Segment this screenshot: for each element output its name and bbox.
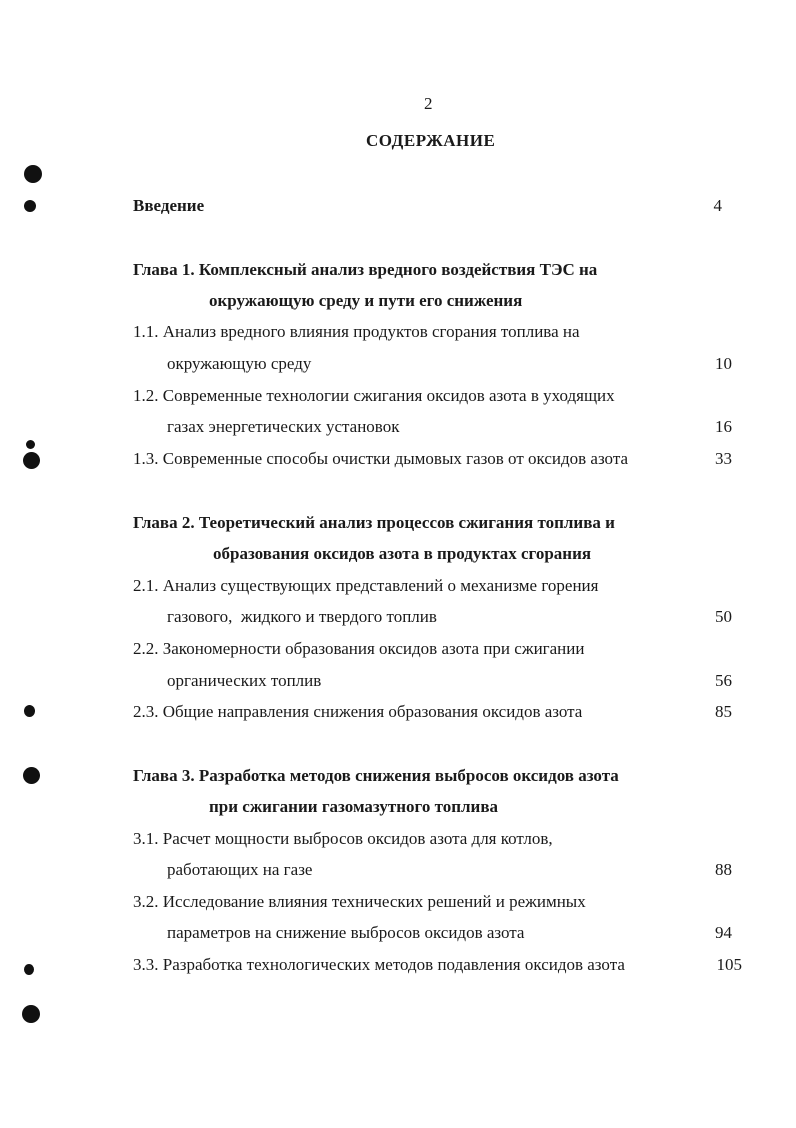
punch-hole — [24, 705, 35, 717]
toc-entry-cont: газах энергетических установок — [167, 417, 400, 436]
toc-entry: 3.3. Разработка технологических методов подавления оксидов азота — [133, 955, 625, 974]
toc-entry: 3.2. Исследование влияния технических решений и режимных — [133, 892, 586, 911]
toc-entry: 1.2. Современные технологии сжигания оксидов азота в уходящих — [133, 386, 615, 405]
punch-hole — [26, 440, 35, 449]
punch-hole — [22, 1005, 40, 1023]
toc-entry: 2.3. Общие направления снижения образования оксидов азота — [133, 702, 583, 721]
toc-page-number: 56 — [715, 671, 732, 690]
page-number: 2 — [424, 94, 433, 113]
chapter-title: Глава 2. Теоретический анализ процессов сжигания топлива и — [133, 513, 615, 532]
punch-hole — [24, 165, 42, 183]
toc-entry: 3.1. Расчет мощности выбросов оксидов азота для котлов, — [133, 829, 553, 848]
punch-hole — [23, 452, 40, 469]
toc-entry: 2.2. Закономерности образования оксидов азота при сжигании — [133, 639, 585, 658]
toc-entry-cont: параметров на снижение выбросов оксидов азота — [167, 923, 525, 942]
toc-page-number: 94 — [715, 923, 732, 942]
toc-page-number: 50 — [715, 607, 732, 626]
chapter-title: Глава 3. Разработка методов снижения выбросов оксидов азота — [133, 766, 619, 785]
toc-intro-label: Введение — [133, 196, 205, 215]
toc-entry: 2.1. Анализ существующих представлений о механизме горения — [133, 576, 599, 595]
toc-page-number: 10 — [715, 354, 732, 373]
toc-entry: 1.1. Анализ вредного влияния продуктов сгорания топлива на — [133, 322, 580, 341]
toc-page-number: 33 — [715, 449, 732, 468]
chapter-title-cont: окружающую среду и пути его снижения — [209, 291, 523, 310]
punch-hole — [24, 964, 34, 975]
toc-page-number: 88 — [715, 860, 732, 879]
toc-entry-cont: органических топлив — [167, 671, 322, 690]
toc-entry-cont: газового, жидкого и твердого топлив — [167, 607, 437, 626]
toc-page-number: 4 — [713, 196, 722, 215]
chapter-title: Глава 1. Комплексный анализ вредного воздействия ТЭС на — [133, 260, 598, 279]
punch-hole — [23, 767, 40, 784]
chapter-title-cont: при сжигании газомазутного топлива — [209, 797, 499, 816]
toc-entry-cont: работающих на газе — [167, 860, 313, 879]
toc-entry-cont: окружающую среду — [167, 354, 312, 373]
toc-page-number: 85 — [715, 702, 732, 721]
toc-page-number: 105 — [716, 955, 742, 974]
punch-hole — [24, 200, 36, 212]
toc-page-number: 16 — [715, 417, 732, 436]
chapter-title-cont: образования оксидов азота в продуктах сгорания — [213, 544, 592, 563]
page-title: СОДЕРЖАНИЕ — [366, 131, 496, 150]
toc-entry: 1.3. Современные способы очистки дымовых газов от оксидов азота — [133, 449, 629, 468]
